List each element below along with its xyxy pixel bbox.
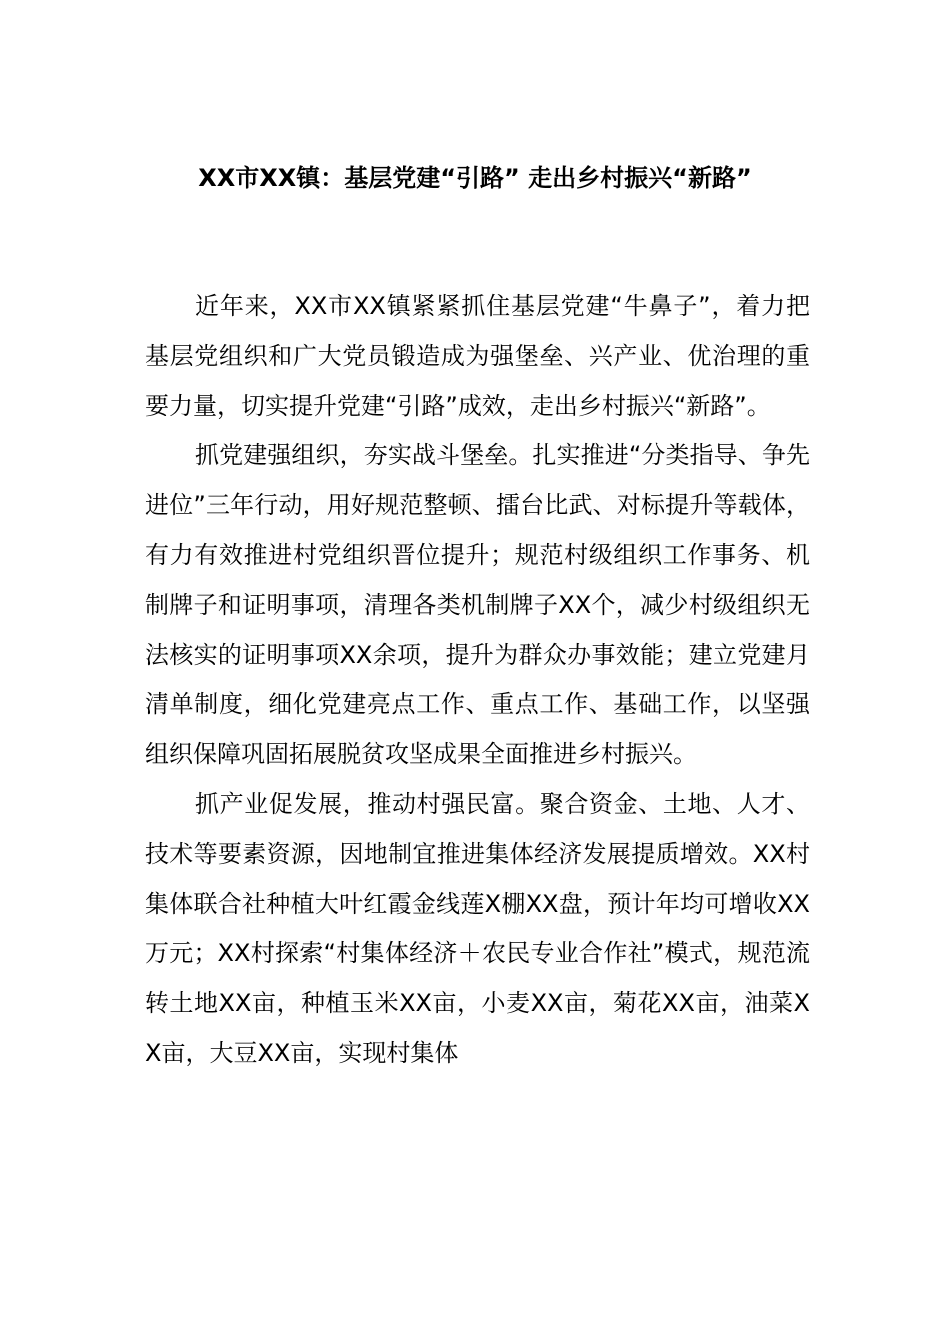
document-title: XX市XX镇：基层党建“引路” 走出乡村振兴“新路”	[198, 164, 752, 192]
paragraph-organization: 抓党建强组织，夯实战斗堡垒。扎实推进“分类指导、争先进位”三年行动，用好规范整顿、擂台比武、对标提升等载体，有力有效推进村党组织晋位提升；规范村级组织工作事务、机制牌子和证明事项，清理各类机制牌子XX个，减少村级组织无法核实的证明事项XX余项，提升为群众办事效能；建立党建月清单制度，细化党建亮点工作、重点工作、基础工作，以坚强组织保障巩固拓展脱贫攻坚成果全面推进乡村振兴。	[145, 441, 810, 769]
paragraph-intro: 近年来，XX市XX镇紧紧抓住基层党建“牛鼻子”，着力把基层党组织和广大党员锻造成为强堡垒、兴产业、优治理的重要力量，切实提升党建“引路”成效，走出乡村振兴“新路”。	[145, 292, 810, 420]
document-body	[145, 282, 810, 1079]
paragraph-industry: 抓产业促发展，推动村强民富。聚合资金、土地、人才、技术等要素资源，因地制宜推进集体经济发展提质增效。XX村集体联合社种植大叶红霞金线莲X棚XX盘，预计年均可增收XX万元；XX村探索“村集体经济＋农民专业合作社”模式，规范流转土地XX亩，种植玉米XX亩，小麦XX亩，菊花XX亩，油菜XX亩，大豆XX亩，实现村集体	[145, 789, 810, 1067]
